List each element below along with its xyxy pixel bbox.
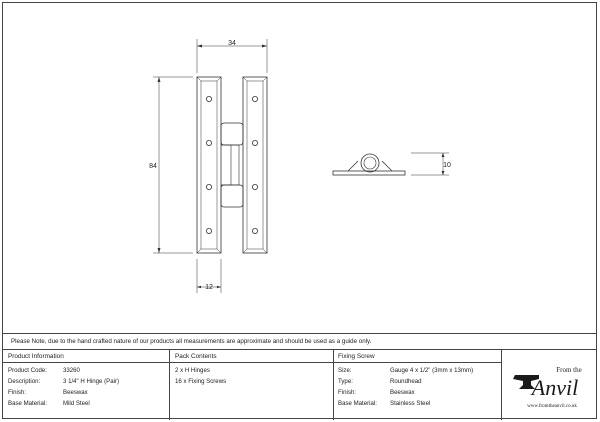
row-value: 33260 xyxy=(63,367,80,374)
height-dimension xyxy=(153,77,193,253)
measurement-note: Please Note, due to the hand crafted nature of our products all measurements are approximate and should be used as a guide only. xyxy=(11,338,372,345)
base-material-row xyxy=(8,400,90,407)
divider-header-top xyxy=(3,349,596,350)
row-label: Base Material: xyxy=(8,400,47,407)
divider-top xyxy=(3,333,596,334)
right-hinge-leaf xyxy=(243,77,267,253)
from-the-anvil-logo xyxy=(509,363,595,417)
column-divider-3 xyxy=(501,349,502,420)
row-label: Finish: xyxy=(338,389,356,396)
logo-name: Anvil xyxy=(531,375,579,400)
pack-contents-heading: Pack Contents xyxy=(175,353,217,360)
dim-side-label: 10 xyxy=(443,162,451,169)
row-value: Beeswax xyxy=(390,389,415,396)
row-value: Roundhead xyxy=(390,378,422,385)
divider-header-bottom xyxy=(3,362,501,363)
row-value: Mild Steel xyxy=(63,400,90,407)
fixing-screw-heading: Fixing Screw xyxy=(338,353,375,360)
logo-url: www.fromtheanvil.co.uk xyxy=(527,404,577,409)
screw-finish-row xyxy=(338,389,415,396)
logo-from-the: From the xyxy=(556,366,582,374)
pack-item: 16 x Fixing Screws xyxy=(175,378,227,385)
screw-base-material-row xyxy=(338,400,431,407)
row-label: Product Code: xyxy=(8,367,47,374)
row-label: Size: xyxy=(338,367,352,374)
hinge-technical-drawing xyxy=(3,3,598,333)
column-divider-2 xyxy=(333,349,334,420)
product-code-row xyxy=(8,367,80,374)
screw-holes xyxy=(206,96,257,233)
row-label: Type: xyxy=(338,378,353,385)
hinge-knuckle xyxy=(221,123,243,207)
description-row xyxy=(8,378,120,385)
row-label: Base Material: xyxy=(338,400,377,407)
dim-width-label: 34 xyxy=(228,40,236,47)
row-value: Stainless Steel xyxy=(390,400,431,407)
screw-type-row xyxy=(338,378,422,385)
row-label: Finish: xyxy=(8,389,26,396)
row-label: Description: xyxy=(8,378,41,385)
row-value: Beeswax xyxy=(63,389,88,396)
product-information-heading: Product Information xyxy=(8,353,64,360)
screw-size-row xyxy=(338,367,474,374)
dim-knuckle-label: 12 xyxy=(205,284,213,291)
left-hinge-leaf xyxy=(197,77,221,253)
finish-row xyxy=(8,389,88,396)
row-value: Gauge 4 x 1/2" (3mm x 13mm) xyxy=(390,367,474,374)
row-value: 3 1/4" H Hinge (Pair) xyxy=(63,378,120,385)
spec-sheet xyxy=(2,2,597,419)
pack-item: 2 x H Hinges xyxy=(175,367,210,374)
column-divider-1 xyxy=(169,349,170,420)
dim-height-label: 84 xyxy=(149,163,157,170)
side-view xyxy=(333,154,405,175)
